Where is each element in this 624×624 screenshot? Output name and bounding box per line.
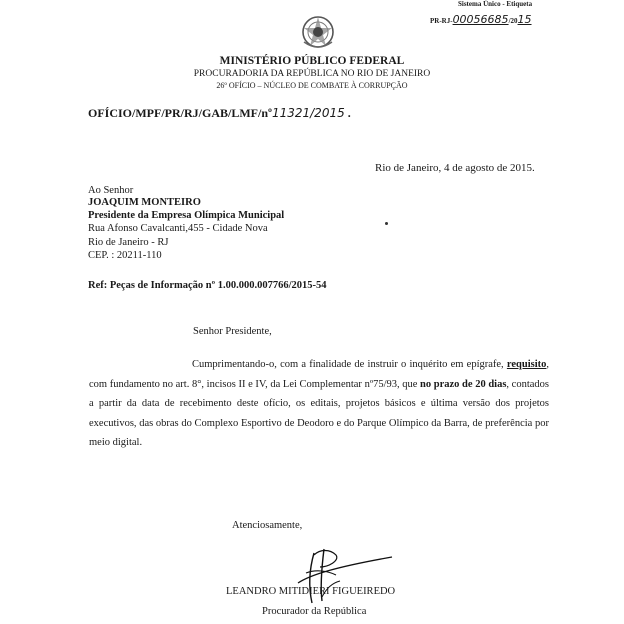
- recipient-street: Rua Afonso Cavalcanti,455 - Cidade Nova: [88, 223, 268, 234]
- body-part-1: Cumprimentando-o, com a finalidade de instruir o inquérito em epígrafe,: [192, 359, 507, 370]
- stamp-prefix: PR-RJ-: [430, 17, 453, 25]
- recipient-position: Presidente da Empresa Olímpica Municipal: [88, 210, 285, 221]
- oficio-suffix: .: [344, 106, 351, 120]
- document-date: Rio de Janeiro, 4 de agosto de 2015.: [375, 162, 535, 174]
- body-part-2: , com fundamento no art. 8°, incisos II e IV, da Lei Complementar nº75/93, que: [89, 359, 549, 390]
- stamp-reference: [430, 13, 532, 26]
- stamp-system-label: Sistema Único - Etiqueta: [458, 0, 533, 8]
- body-part-3: , contados a partir da data de recebimento deste ofício, os editais, projetos básicos e última versão dos projetos executivos, das obras do Complexo Esportivo de Deodoro e do Parque Olímpico da Barra, de preferência por meio digital.: [89, 378, 550, 448]
- coat-of-arms-icon: [298, 12, 338, 52]
- oficio-number: [88, 106, 351, 121]
- office-line: 26º OFÍCIO – NÚCLEO DE COMBATE À CORRUPÇÃO: [216, 81, 408, 90]
- oficio-prefix: OFÍCIO/MPF/PR/RJ/GAB/LMF/nº: [88, 106, 272, 120]
- body-paragraph: [89, 355, 549, 453]
- closing: Atenciosamente,: [232, 520, 303, 531]
- oficio-handwritten: 11321/2015: [271, 106, 345, 120]
- ministry-title: MINISTÉRIO PÚBLICO FEDERAL: [219, 55, 405, 67]
- signatory-title: Procurador da República: [262, 606, 367, 617]
- salutation: Senhor Presidente,: [193, 326, 272, 337]
- signatory-name: LEANDRO MITIDIERI FIGUEIREDO: [226, 586, 396, 597]
- stamp-number: 00056685: [452, 13, 509, 26]
- stray-mark: [385, 222, 388, 225]
- stamp-year: 15: [517, 13, 532, 26]
- reference-line: Ref: Peças de Informação nº 1.00.000.007766/2015-54: [88, 280, 327, 291]
- stamp-suffix: /20: [508, 17, 518, 25]
- recipient-greeting: Ao Senhor: [88, 185, 134, 196]
- recipient-city: Rio de Janeiro - RJ: [88, 237, 169, 248]
- procuradoria-line: PROCURADORIA DA REPÚBLICA NO RIO DE JANEIRO: [193, 69, 431, 79]
- recipient-cep: CEP. : 20211-110: [88, 250, 162, 261]
- body-requisito: requisito: [506, 359, 547, 370]
- body-deadline: no prazo de 20 dias: [420, 378, 507, 390]
- recipient-name: JOAQUIM MONTEIRO: [88, 197, 201, 208]
